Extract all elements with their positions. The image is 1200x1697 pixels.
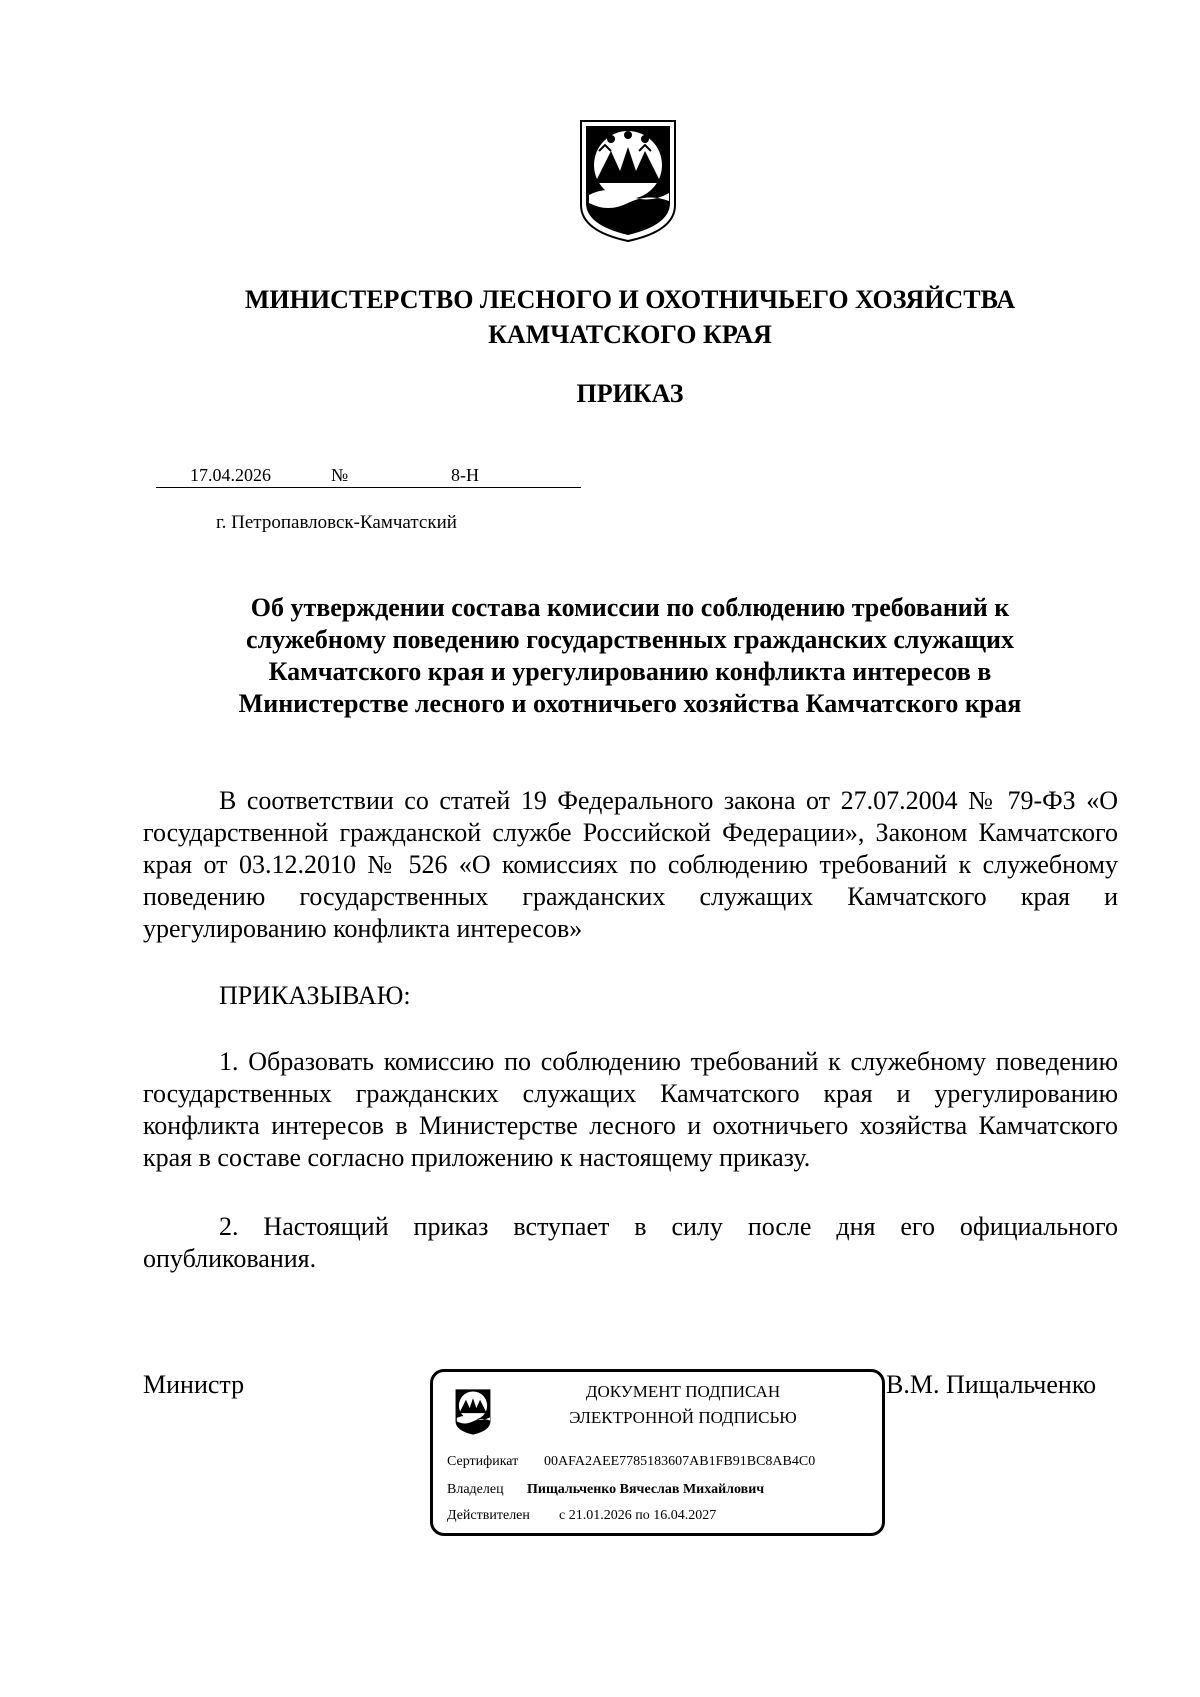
stamp-coat-of-arms-icon bbox=[449, 1384, 497, 1438]
order-item-2: 2. Настоящий приказ вступает в силу после дня его официального опубликования. bbox=[143, 1212, 1118, 1273]
signer-position: Министр bbox=[143, 1370, 245, 1399]
title-line-4: Министерстве лесного и охотничьего хозяйства Камчатского края bbox=[238, 689, 1022, 718]
electronic-signature-stamp bbox=[430, 1369, 885, 1536]
title-line-2: служебному поведению государственных гражданских служащих bbox=[246, 625, 1014, 654]
number-sign: № bbox=[331, 465, 349, 485]
title-line-1: Об утверждении состава комиссии по соблюдению требований к bbox=[250, 593, 1010, 622]
stamp-validity-row bbox=[447, 1508, 717, 1524]
coat-of-arms-icon bbox=[573, 113, 683, 243]
document-title bbox=[150, 592, 1110, 720]
certificate-label: Сертификат bbox=[447, 1454, 519, 1469]
validity-label: Действителен bbox=[447, 1508, 530, 1523]
order-word: ПРИКАЗЫВАЮ: bbox=[219, 981, 411, 1010]
stamp-title-line-1: ДОКУМЕНТ ПОДПИСАН bbox=[585, 1382, 781, 1401]
signer-name: В.М. Пищальченко bbox=[886, 1370, 1097, 1399]
ministry-line-1: МИНИСТЕРСТВО ЛЕСНОГО И ОХОТНИЧЬЕГО ХОЗЯЙСТВА bbox=[244, 285, 1016, 314]
stamp-owner-row bbox=[447, 1482, 765, 1498]
stamp-certificate-row bbox=[447, 1454, 816, 1470]
title-line-3: Камчатского края и урегулированию конфликта интересов в bbox=[268, 657, 992, 686]
validity-value: с 21.01.2026 по 16.04.2027 bbox=[559, 1508, 717, 1523]
registration-line bbox=[156, 463, 581, 488]
stamp-title-line-2: ЭЛЕКТРОННОЙ ПОДПИСЬЮ bbox=[569, 1408, 797, 1427]
owner-value: Пищальченко Вячеслав Михайлович bbox=[527, 1482, 765, 1497]
document-type: ПРИКАЗ bbox=[576, 379, 684, 408]
ministry-line-2: КАМЧАТСКОГО КРАЯ bbox=[488, 320, 772, 349]
order-item-1: 1. Образовать комиссию по соблюдению требований к служебному поведению государственных гражданских служащих Камчатского края и урегулированию конфликта интересов в Министерстве лесного и охотничьего хозяйства Камчатского края в составе согласно приложению к настоящему приказу. bbox=[143, 1047, 1118, 1172]
ministry-name bbox=[150, 282, 1110, 352]
preamble-paragraph: В соответствии со статей 19 Федерального закона от 27.07.2004 № 79-ФЗ «О государственной гражданской службе Российской Федерации», Законом Камчатского края от 03.12.2010 № 526 «О комиссиях по соблюдению требований к служебному поведению государственных гражданских служащих Камчатского края и урегулированию конфликта интересов» bbox=[143, 786, 1118, 943]
document-number: 8-Н bbox=[451, 465, 479, 485]
document-date: 17.04.2026 bbox=[190, 465, 271, 485]
certificate-value: 00AFA2AEE7785183607AB1FB91BC8AB4C0 bbox=[544, 1454, 816, 1469]
owner-label: Владелец bbox=[447, 1482, 504, 1497]
city: г. Петропавловск-Камчатский bbox=[216, 512, 457, 533]
